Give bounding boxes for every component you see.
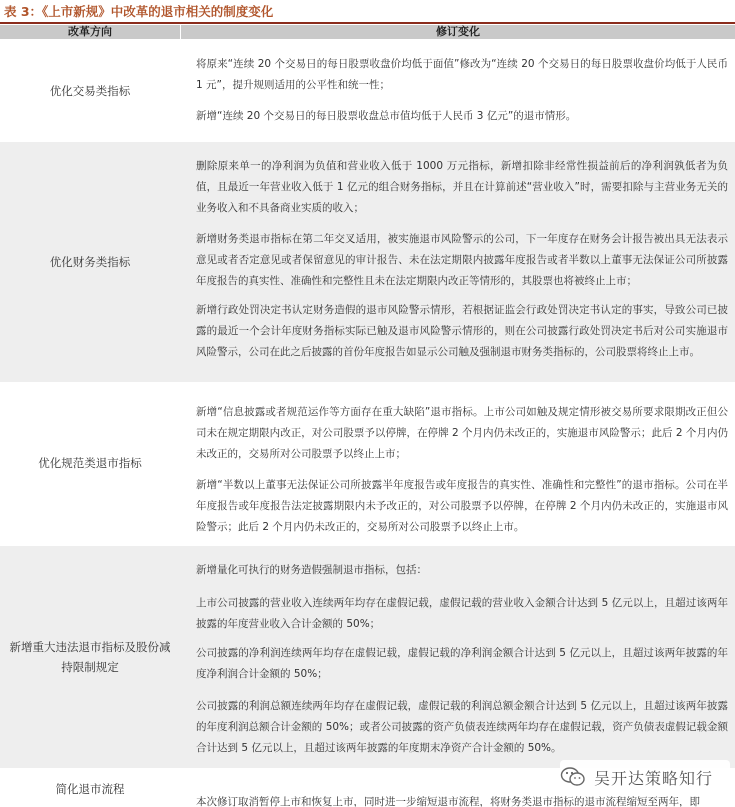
row-paragraph: 新增行政处罚决定书认定财务造假的退市风险警示情形，若根据证监会行政处罚决定书认定的事实，导致公司已披露的最近一个会计年度财务指标实际已触及退市风险警示情形的，则在公司披露行政处罚决定书后对公司实施退市风险警示，公司在此之后披露的首份年度报告如显示公司触及强制退市财务类指标的，公司股票将终止上市。 [196, 304, 728, 358]
row-changes [196, 382, 728, 544]
table-row [0, 142, 735, 382]
wechat-icon [560, 764, 586, 790]
row-paragraph: 将原来“连续 20 个交易日的每日股票收盘价均低于面值”修改为“连续 20 个交易日的每日股票收盘价均低于人民币 1 元”，提升规则适用的公平性和统一性； [196, 58, 728, 91]
row-direction: 优化交易类指标 [49, 84, 131, 98]
header-changes: 修订变化 [181, 25, 735, 39]
row-paragraph: 新增量化可执行的财务造假强制退市指标，包括： [196, 564, 427, 576]
table-header [0, 25, 735, 39]
row-paragraph: 新增“半数以上董事无法保证公司所披露半年度报告或年度报告的真实性、准确性和完整性”的退市指标。公司在半年度报告或年度报告法定披露期限内未予改正的，对公司股票予以停牌，在停牌 2 个月内仍未改正的，实施退市风险警示；此后 2 个月内仍未改正的，交易所对公司股票予以终止上市。 [196, 479, 728, 533]
row-paragraph: 公司披露的利润总额连续两年均存在虚假记载，虚假记载的利润总额金额合计达到 5 亿元以上，且超过该两年披露的年度利润总额合计金额的 50%；或者公司披露的资产负债表连续两年均存在虚假记载，资产负债表虚假记载金额合计达到 5 亿元以上，且超过该两年披露的年度期末净资产合计金额的 50%。 [196, 700, 728, 754]
row-paragraph: 新增“连续 20 个交易日的每日股票收盘总市值均低于人民币 3 亿元”的退市情形。 [196, 110, 577, 122]
row-direction: 优化财务类指标 [0, 142, 180, 382]
row-paragraph: 删除原来单一的净利润为负值和营业收入低于 1000 万元指标，新增扣除非经常性损益前后的净利润孰低者为负值，且最近一年营业收入低于 1 亿元的组合财务指标，并且在计算前述“营业收入”时，需要扣除与主营业务无关的业务收入和不具备商业实质的收入； [196, 160, 728, 214]
row-paragraph: 上市公司披露的营业收入连续两年均存在虚假记载，虚假记载的营业收入金额合计达到 5 亿元以上，且超过该两年披露的年度营业收入合计金额的 50%； [196, 597, 728, 630]
watermark-text: 吴开达策略知行 [594, 768, 714, 788]
row-direction: 简化退市流程 [55, 781, 125, 796]
table-row [0, 40, 735, 142]
row-changes [196, 142, 728, 382]
header-direction: 改革方向 [0, 25, 180, 39]
table-caption: 表 3：《上市新规》中改革的退市相关的制度变化 [4, 4, 274, 19]
table-row [0, 546, 735, 768]
caption-rule [0, 22, 735, 24]
row-paragraph: 新增“信息披露或者规范运作等方面存在重大缺陷”退市指标。上市公司如触及规定情形被交易所要求限期改正但公司未在规定期限内改正，对公司股票予以停牌，在停牌 2 个月内仍未改正的，实施退市风险警示；此后 2 个月内仍未改正的，交易所对公司股票予以终止上市； [196, 406, 728, 460]
row-paragraph: 新增财务类退市指标在第二年交叉适用，被实施退市风险警示的公司，下一年度存在财务会计报告被出具无法表示意见或者否定意见或者保留意见的审计报告、未在法定期限内披露年度报告或者半数以上董事无法保证公司所披露年度报告的真实性、准确性和完整性且未在法定期限内改正等情形的，其股票也将被终止上市； [196, 233, 728, 287]
row-paragraph: 公司披露的净利润连续两年均存在虚假记载，虚假记载的净利润金额合计达到 5 亿元以上，且超过该两年披露的年度净利润合计金额的 50%； [196, 647, 728, 680]
row-direction: 新增重大违法退市指标及股份减持限制规定 [0, 546, 180, 768]
row-changes [196, 546, 728, 768]
row-paragraph: 本次修订取消暂停上市和恢复上市，同时进一步缩短退市流程，将财务类退市指标的退市流程缩短至两年，即 [196, 796, 700, 807]
row-changes [196, 40, 728, 142]
row-direction: 优化规范类退市指标 [38, 456, 142, 470]
table-row [0, 382, 735, 544]
wechat-watermark [560, 760, 730, 794]
